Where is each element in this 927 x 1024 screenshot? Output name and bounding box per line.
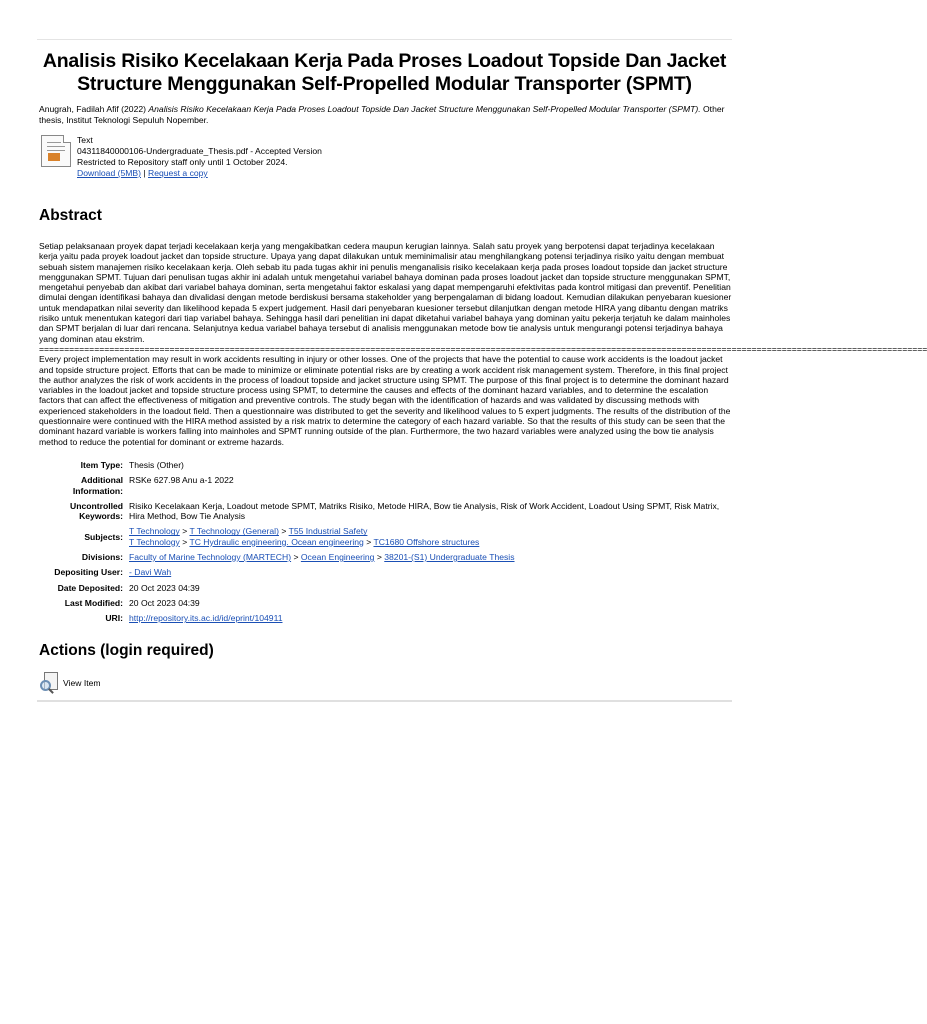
division-link[interactable]: Ocean Engineering [300,552,375,563]
subject-link[interactable]: TC Hydraulic engineering. Ocean engineering [189,536,364,547]
subject-link[interactable]: T Technology (General) [189,526,279,537]
actions-heading: Actions (login required) [39,641,214,659]
meta-row-uri [37,610,729,625]
abstract-english: Every project implementation may result in work accidents resulting in injury or other losses. One of the projects that have the potential to cause work accidents is the loadout jacket and topside structure project. Efforts that can be made to minimize or eliminate potential risks are by creating a work accident risk management system. Therefore, in this final project the author analyzes the risk of work accidents in the process of loadout topside and jacket structure using SPMT. The purpose of this final project is to determine the dominant hazard variables in the loadout jacket and topside structure process using SPMT, to determine the causes and effects of the dominant hazard variables, and to determine the escalation factors that can affect the effectiveness of mitigation and preventive controls. The study began with the identification of hazards and was validated by discussing methods with experienced stakeholders in the loadout field. Then a questionnaire was distributed to get the severity and likelihood values to 5 expert judgments. The results of the distribution of the questionnaire were continued with the HIRA method assisted by a risk matrix to determine the category of each hazard variable. So that the results of this study can be seen that the dominant hazard variable is workers falling into mainholes and SPMT running outside of the plan. Furthermore, the two hazard variables were analyzed using the bow tie analysis method to reduce the potential for dominant or extreme hazards. [39,354,731,447]
path-arrow: > [291,552,301,563]
bottom-divider [37,700,732,702]
path-arrow: > [374,552,385,563]
meta-value [129,523,729,549]
meta-label: Subjects: [84,531,123,542]
citation-rest: Other thesis, Institut Teknologi Sepuluh Nopember. [39,104,725,125]
meta-label: URI: [105,613,123,624]
eprint-page [37,39,927,702]
view-item-label[interactable]: View Item [63,677,101,688]
meta-row-additional [37,472,729,498]
path-arrow: > [278,526,289,537]
abstract-body [39,241,927,447]
page-title: Analisis Risiko Kecelakaan Kerja Pada Proses Loadout Topside Dan Jacket Structure Menggunakan Self-Propelled Modular Transporter (SPMT) [42,50,727,95]
meta-value: Thesis (Other) [129,459,184,470]
abstract-heading: Abstract [39,207,102,224]
meta-row-divisions [37,549,729,564]
subject-link[interactable]: T Technology [129,526,180,537]
top-divider [37,39,732,40]
meta-value [129,610,729,625]
uri-link[interactable]: http://repository.its.ac.id/id/eprint/104911 [129,613,283,624]
subject-line-1 [129,526,729,536]
meta-row-keywords [37,498,729,524]
magnifier-document-icon[interactable] [40,672,60,694]
download-link[interactable]: Download (5MB) [77,168,141,178]
meta-value: 20 Oct 2023 04:39 [129,597,200,608]
document-links [77,168,322,179]
meta-row-date-deposited [37,580,729,595]
document-info [77,135,322,179]
meta-value: Risiko Kecelakaan Kerja, Loadout metode SPMT, Matriks Risiko, Metode HIRA, Bow tie Analysis, Risk of Work Accident, Loadout Using SPMT, Risk Matrix, Hira Method, Bow Tie Analysis [129,500,720,522]
abstract-separator: ================================================================================================================================================================================= [39,343,927,354]
subject-link[interactable]: TC1680 Offshore structures [373,536,480,547]
document-icon[interactable] [41,135,71,167]
meta-row-depositing-user [37,564,729,579]
depositing-user-link[interactable]: - Davi Wah [129,567,172,578]
document-type: Text [77,135,93,145]
path-arrow: > [179,526,190,537]
document-restriction: Restricted to Repository staff only until 1 October 2024. [77,157,288,167]
meta-value [129,564,729,579]
meta-row-last-modified [37,595,729,610]
document-filename: 04311840000106-Undergraduate_Thesis.pdf - Accepted Version [77,146,322,156]
division-link[interactable]: Faculty of Marine Technology (MARTECH) [129,552,292,563]
meta-label: Divisions: [81,552,123,563]
meta-label: Item Type: [80,459,123,470]
meta-label: Depositing User: [54,567,123,578]
request-copy-link[interactable]: Request a copy [148,168,208,178]
subject-line-2 [129,537,729,547]
citation-authors: Anugrah, Fadilah Afif (2022) [39,104,147,114]
meta-label: Last Modified: [64,597,123,608]
subject-link[interactable]: T55 Industrial Safety [288,526,368,537]
citation-title: Analisis Risiko Kecelakaan Kerja Pada Proses Loadout Topside Dan Jacket Structure Menggunakan Self-Propelled Modular Transporter (SPMT). [148,104,701,114]
meta-label: Uncontrolled Keywords: [70,500,123,522]
meta-value [129,549,729,564]
meta-label: Additional Information: [72,475,123,496]
meta-row-subjects [37,523,729,549]
subject-link[interactable]: T Technology [129,536,180,547]
meta-label: Date Deposited: [57,582,123,593]
citation [39,104,732,125]
meta-value: RSKe 627.98 Anu a-1 2022 [129,475,234,486]
path-arrow: > [363,536,374,547]
meta-value: 20 Oct 2023 04:39 [129,582,200,593]
meta-row-item-type [37,457,729,472]
link-divider: | [141,168,149,178]
metadata-table [37,457,729,626]
abstract-indonesian: Setiap pelaksanaan proyek dapat terjadi kecelakaan kerja yang mengakibatkan cedera maupun kerugian lainnya. Salah satu proyek yang berpotensi dapat terjadinya kecelakaan kerja yaitu pada proyek loadout jacket dan topside structure. Upaya yang dapat dilakukan untuk meminimalisir atau menghilangkang potensi terjadinya risiko yaitu dengan membuat sebuah sistem manajemen risiko kecelakaan kerja. Oleh sebab itu pada tugas akhir ini penulis menganalisis risiko kecelakaan kerja pada proses loadout topside dan jacket structure menggunakan SPMT. Tujuan dari penulisan tugas akhir ini adalah untuk mengetahui variabel bahaya dominan pada proses loadout jacket dan topside structure menggunakan SPMT, mengetahui penyebab dan akibat dari variabel bahaya dominan, serta mengetahui faktor eskalasi yang dapat mempengaruhi efektivitas pada kontrol mitigasi dan preventif. Penelitian dimulai dengan identifikasi bahaya dan divalidasi dengan metode berdiskusi bersama stakeholder yang berpengalaman di bidang loadout. Kemudian dilakukan penyebaran kuesioner untuk mendapatkan nilai severity dan likelihood kepada 5 expert judgement. Hasil dari penyebaran kuesioner tersebut dilanjutkan dengan metode HIRA yang dibantu dengan matriks risiko untuk menentukan kategori dari tiap variabel bahaya. Sehingga hasil dari penelitian ini dapat diketahui variabel bahaya yang dominan yaitu pekerja terjatuh ke dalam mainholes dan SPMT berjalan di luar dari rencana. Selanjutnya kedua variabel bahaya tersebut di analisis menggunakan metode bow tie analysis untuk mengurangi potensi terjadinya bahaya yang dominan atau ekstrim. [39,241,732,344]
view-item-button[interactable] [40,672,732,694]
division-link[interactable]: 38201-(S1) Undergraduate Thesis [384,552,515,563]
path-arrow: > [179,536,190,547]
document-entry [41,135,732,179]
